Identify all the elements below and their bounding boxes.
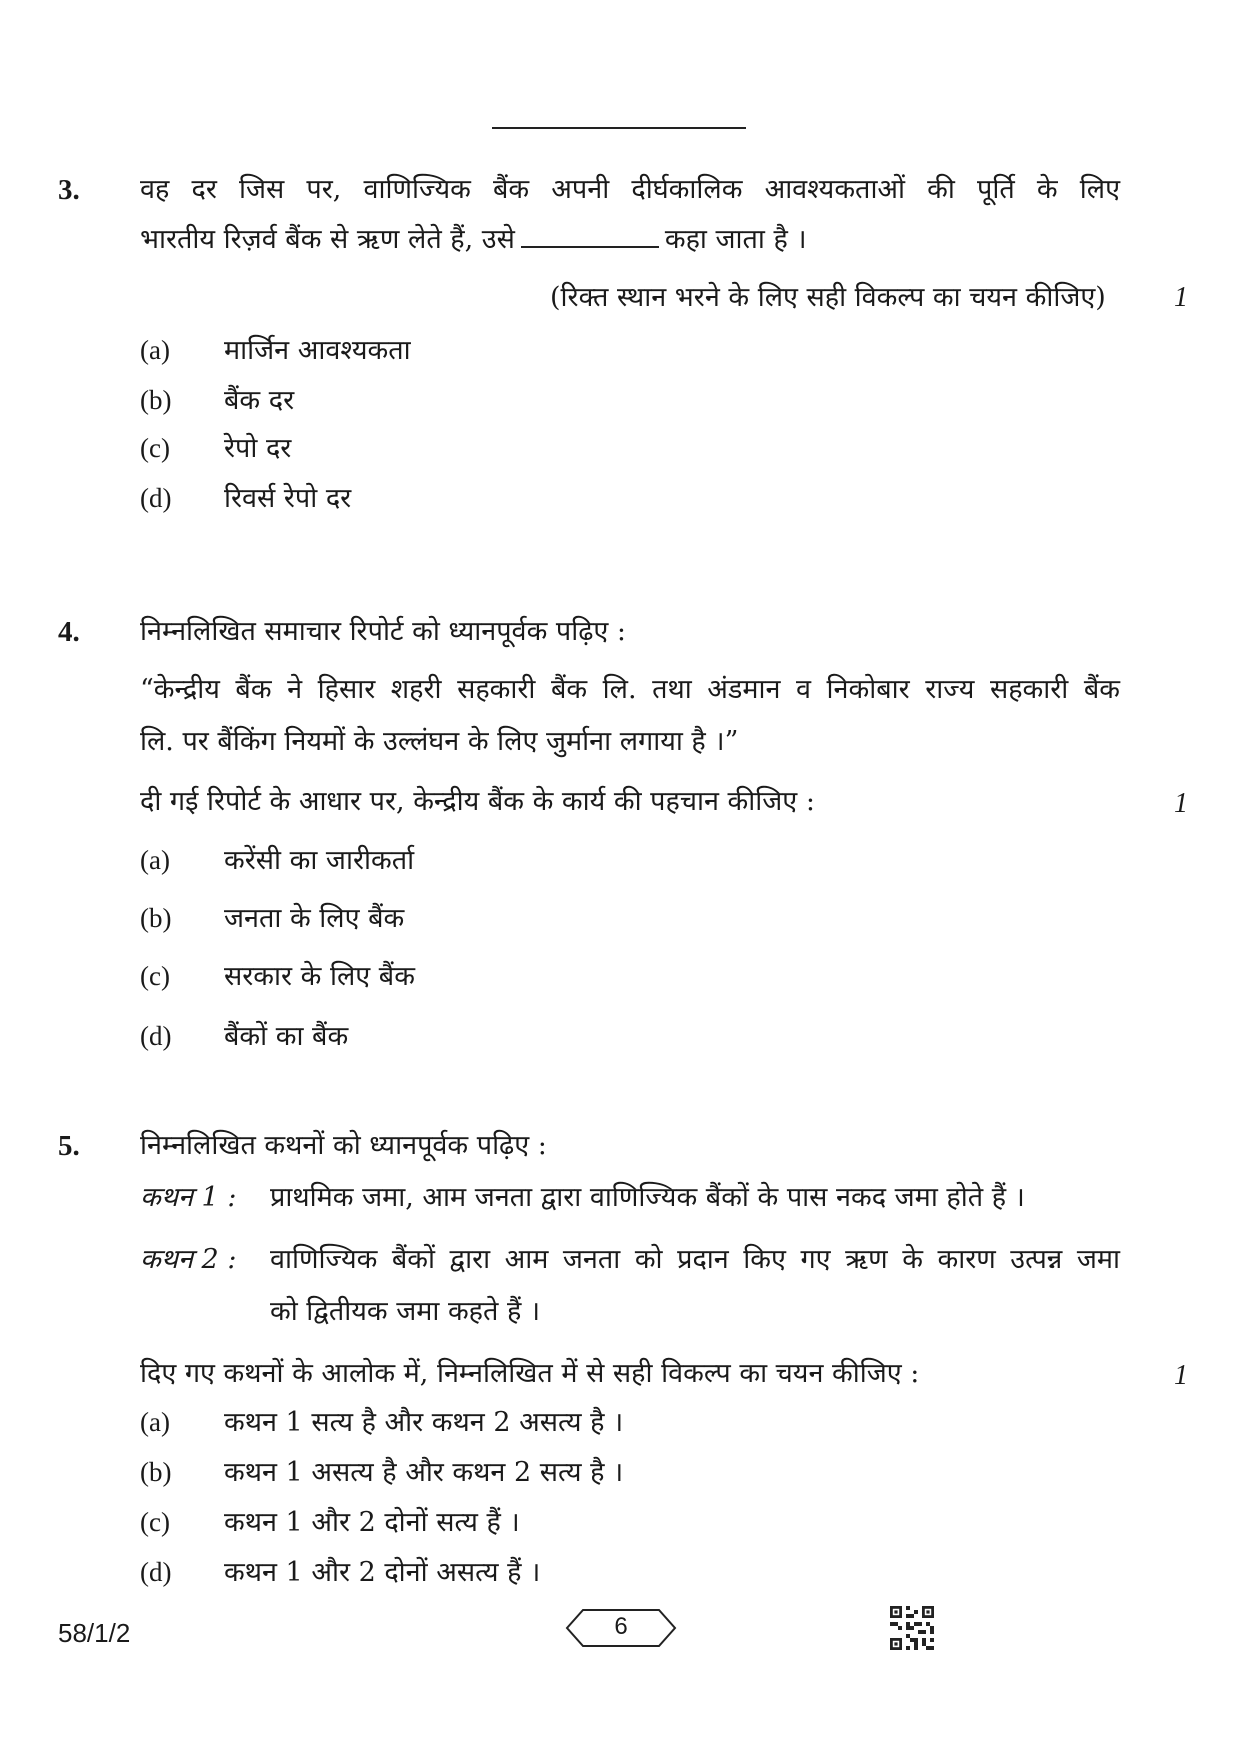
question-text: दिए गए कथनों के आलोक में, निम्नलिखित में से सही विकल्प का चयन कीजिए : xyxy=(140,1358,920,1389)
option-a: (a) कथन 1 सत्य है और कथन 2 असत्य है । xyxy=(140,1407,624,1438)
paper-code: 58/1/2 xyxy=(58,1618,131,1648)
question-text: दी गई रिपोर्ट के आधार पर, केन्द्रीय बैंक के कार्य की पहचान कीजिए : xyxy=(140,786,815,817)
top-divider xyxy=(492,127,746,129)
marks: 1 xyxy=(1174,1360,1188,1391)
question-number: 4. xyxy=(58,616,80,648)
marks: 1 xyxy=(1174,788,1188,819)
option-b: (b) जनता के लिए बैंक xyxy=(140,903,405,934)
news-quote-line: लि. पर बैंकिंग नियमों के उल्लंघन के लिए जुर्माना लगाया है ।” xyxy=(140,726,739,757)
option-c: (c) रेपो दर xyxy=(140,433,292,464)
question-text-line: भारतीय रिज़र्व बैंक से ऋण लेते हैं, उसे कहा जाता है । xyxy=(140,224,807,255)
option-b: (b) बैंक दर xyxy=(140,385,295,416)
statement-2-text-line: को द्वितीयक जमा कहते हैं । xyxy=(270,1296,541,1327)
news-quote-line: “केन्द्रीय बैंक ने हिसार शहरी सहकारी बैंक लि. तथा अंडमान व निकोबार राज्य सहकारी बैंक xyxy=(140,674,1120,705)
option-c: (c) सरकार के लिए बैंक xyxy=(140,961,415,992)
option-c: (c) कथन 1 और 2 दोनों सत्य हैं । xyxy=(140,1507,520,1538)
question-text-line: वह दर जिस पर, वाणिज्यिक बैंक अपनी दीर्घकालिक आवश्यकताओं की पूर्ति के लिए xyxy=(140,174,1120,205)
option-a: (a) मार्जिन आवश्यकता xyxy=(140,335,411,366)
page-number-badge xyxy=(565,1608,677,1648)
qr-code-icon xyxy=(890,1606,934,1650)
page-footer xyxy=(0,1608,1241,1658)
option-b: (b) कथन 1 असत्य है और कथन 2 सत्य है । xyxy=(140,1457,624,1488)
question-number: 5. xyxy=(58,1130,80,1162)
fill-in-blank xyxy=(521,224,659,248)
instruction-text: (रिक्त स्थान भरने के लिए सही विकल्प का चयन कीजिए) xyxy=(550,282,1106,313)
option-d: (d) कथन 1 और 2 दोनों असत्य हैं । xyxy=(140,1557,541,1588)
option-a: (a) करेंसी का जारीकर्ता xyxy=(140,845,415,876)
marks: 1 xyxy=(1174,282,1188,313)
statement-2-text-line: वाणिज्यिक बैंकों द्वारा आम जनता को प्रदान किए गए ऋण के कारण उत्पन्न जमा xyxy=(270,1244,1120,1275)
page-number: 6 xyxy=(614,1613,628,1640)
question-intro: निम्नलिखित कथनों को ध्यानपूर्वक पढ़िए : xyxy=(140,1130,547,1161)
option-d: (d) रिवर्स रेपो दर xyxy=(140,483,352,514)
option-d: (d) बैंकों का बैंक xyxy=(140,1021,349,1052)
statement-1-label: कथन 1 : xyxy=(140,1182,237,1213)
question-intro: निम्नलिखित समाचार रिपोर्ट को ध्यानपूर्वक पढ़िए : xyxy=(140,616,627,647)
question-number: 3. xyxy=(58,174,80,206)
statement-2-label: कथन 2 : xyxy=(140,1244,237,1275)
statement-1-text: प्राथमिक जमा, आम जनता द्वारा वाणिज्यिक बैंकों के पास नकद जमा होते हैं । xyxy=(270,1182,1025,1213)
